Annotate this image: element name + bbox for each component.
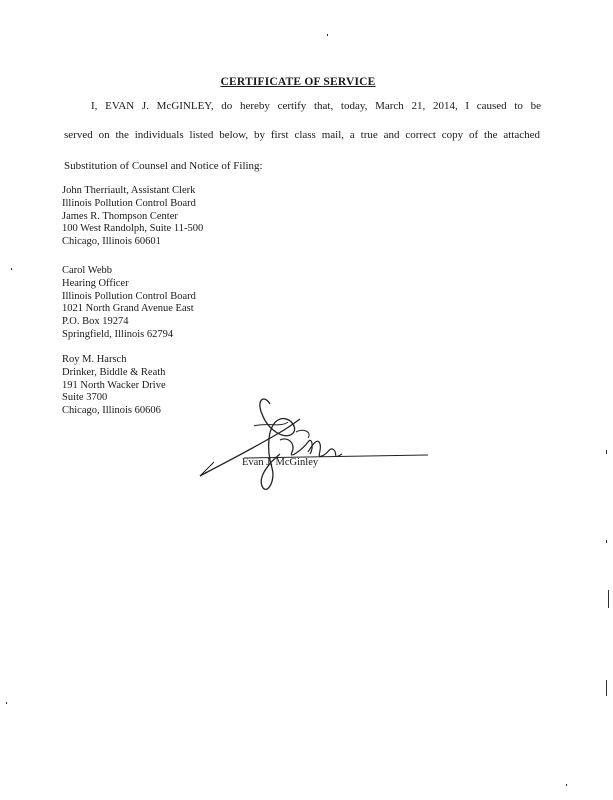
recipient-name: Roy M. Harsch [62,354,127,365]
recipient-organization: Illinois Pollution Control Board [62,197,196,209]
recipient-building: James R. Thompson Center [62,210,178,222]
scan-speck [11,268,12,270]
recipient-name: John Therriault, Assistant Clerk [62,185,196,196]
recipient-name: Carol Webb [62,265,112,276]
scan-speck [606,450,607,454]
recipient-organization: Drinker, Biddle & Reath [62,366,166,378]
recipient-city: Chicago, Illinois 60606 [62,405,161,417]
certification-line-3: Substitution of Counsel and Notice of Filing: [64,160,263,172]
recipient-address-block [62,265,196,342]
scan-speck [606,540,607,543]
recipient-address-block [62,354,166,418]
signer-name: Evan J. McGinley [242,457,319,468]
scan-speck [6,702,7,704]
recipient-city: Chicago, Illinois 60601 [62,236,161,248]
recipient-title: Hearing Officer [62,277,129,289]
recipient-street: 191 North Wacker Drive [62,379,166,391]
recipient-street: 1021 North Grand Avenue East [62,303,194,315]
certificate-heading: CERTIFICATE OF SERVICE [220,76,376,88]
scan-speck [608,590,609,608]
recipient-po-box: P.O. Box 19274 [62,316,129,328]
scan-speck [606,680,607,696]
recipient-city: Springfield, Illinois 62794 [62,328,174,340]
certification-line-1: I, EVAN J. McGINLEY, do hereby certify that, today, March 21, 2014, I caused to be [91,100,541,112]
scan-speck [566,784,567,786]
scan-speck [327,34,328,36]
recipient-street: 100 West Randolph, Suite 11-500 [62,223,204,235]
handwritten-signature [196,392,436,502]
recipient-address-block [62,185,203,249]
certification-line-2: served on the individuals listed below, by first class mail, a true and correct copy of the attached [64,129,540,141]
signature-block [196,392,436,502]
recipient-suite: Suite 3700 [62,392,108,404]
recipient-organization: Illinois Pollution Control Board [62,290,196,302]
